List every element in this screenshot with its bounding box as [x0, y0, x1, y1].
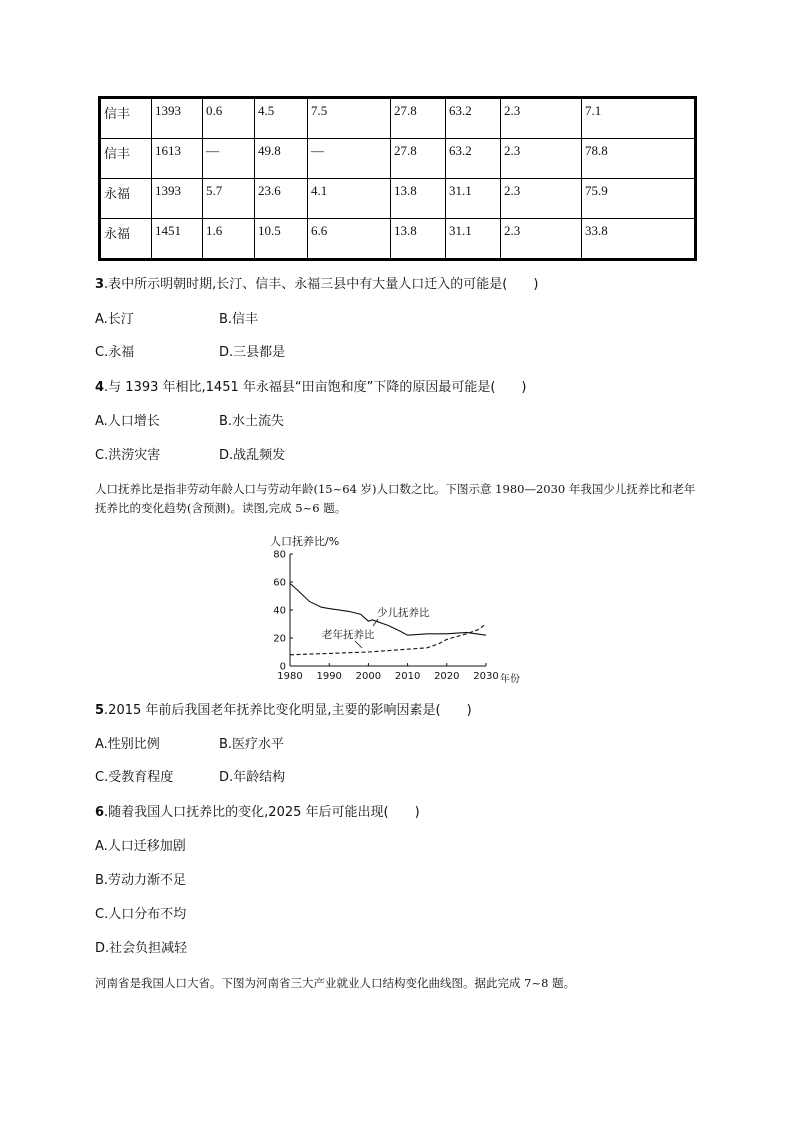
x-tick-label: 2020 [434, 671, 460, 682]
table-cell: 78.8 [582, 139, 696, 179]
y-tick-label: 0 [279, 661, 286, 673]
table-cell: 1451 [152, 219, 203, 260]
table-cell: 1.6 [203, 219, 255, 260]
table-row [100, 98, 696, 139]
table-cell: 4.1 [308, 179, 391, 219]
y-tick-label: 20 [273, 633, 286, 645]
option-c[interactable]: C.永福 [95, 345, 135, 360]
x-tick-label: 2010 [394, 671, 421, 682]
dependency-ratio-chart [262, 530, 542, 690]
table-cell: 2.3 [501, 219, 582, 260]
table-cell: 27.8 [391, 98, 446, 139]
table-cell: 13.8 [391, 179, 446, 219]
table-cell: 75.9 [582, 179, 696, 219]
table-cell: 信丰 [100, 98, 152, 139]
x-tick-label: 1980 [277, 671, 303, 682]
question-4 [95, 379, 527, 397]
x-axis-label: 年份 [500, 674, 520, 685]
option-a[interactable]: A.人口增长 [95, 414, 160, 429]
question-5 [95, 702, 472, 720]
question-text: .随着我国人口抚养比的变化,2025 年后可能出现( ) [104, 805, 420, 820]
table-cell: 5.7 [203, 179, 255, 219]
series-label-children: 少儿抚养比 [377, 607, 430, 619]
option-d[interactable]: D.战乱频发 [219, 448, 286, 463]
table-cell: 永福 [100, 179, 152, 219]
question-text: .与 1393 年相比,1451 年永福县“田亩饱和度”下降的原因最可能是( ) [104, 380, 527, 395]
y-tick-label: 60 [273, 577, 286, 589]
table-cell: 0.6 [203, 98, 255, 139]
table-row [100, 219, 696, 260]
option-d[interactable]: D.社会负担减轻 [95, 941, 188, 956]
table-cell: 1613 [152, 139, 203, 179]
table-cell: 4.5 [255, 98, 308, 139]
passage-intro-5-6: 人口抚养比是指非劳动年龄人口与劳动年龄(15~64 岁)人口数之比。下图示意 1980—2030 年我国少儿抚养比和老年抚养比的变化趋势(含预测)。读图,完成 5~6 题。 [95, 482, 696, 515]
table-cell: 1393 [152, 98, 203, 139]
table-cell: — [308, 139, 391, 179]
question-number: 5 [95, 703, 105, 718]
table-cell: 2.3 [501, 179, 582, 219]
table-cell: 23.6 [255, 179, 308, 219]
table-cell: 31.1 [446, 179, 501, 219]
y-tick-label: 80 [273, 549, 286, 561]
question-number: 6 [95, 805, 105, 820]
question-3 [95, 276, 538, 294]
series-label-elderly: 老年抚养比 [322, 629, 375, 641]
table-cell: 2.3 [501, 139, 582, 179]
question-text: .2015 年前后我国老年抚养比变化明显,主要的影响因素是( ) [104, 703, 472, 718]
table-cell: 2.3 [501, 98, 582, 139]
question-text: .表中所示明朝时期,长汀、信丰、永福三县中有大量人口迁入的可能是( ) [104, 277, 539, 292]
option-d[interactable]: D.三县都是 [219, 345, 286, 360]
table-cell: 49.8 [255, 139, 308, 179]
data-table [98, 96, 697, 261]
question-6 [95, 804, 420, 822]
option-b[interactable]: B.劳动力渐不足 [95, 873, 187, 888]
option-a[interactable]: A.性别比例 [95, 737, 160, 752]
option-d[interactable]: D.年龄结构 [219, 770, 286, 785]
table-cell: 6.6 [308, 219, 391, 260]
table-cell: 1393 [152, 179, 203, 219]
elderly-label-leader [355, 641, 362, 648]
table-row [100, 139, 696, 179]
table-cell: — [203, 139, 255, 179]
table-cell: 7.5 [308, 98, 391, 139]
table-cell: 63.2 [446, 139, 501, 179]
question-number: 3 [95, 277, 105, 292]
table-row [100, 179, 696, 219]
y-axis-label: 人口抚养比/% [270, 535, 340, 548]
option-b[interactable]: B.医疗水平 [219, 737, 285, 752]
option-a[interactable]: A.长汀 [95, 312, 134, 327]
x-tick-label: 1990 [316, 671, 342, 682]
option-b[interactable]: B.信丰 [219, 312, 259, 327]
option-c[interactable]: C.人口分布不均 [95, 907, 187, 922]
table-cell: 31.1 [446, 219, 501, 260]
table-cell: 63.2 [446, 98, 501, 139]
x-tick-label: 2030 [473, 671, 499, 682]
chart-lines [290, 583, 486, 654]
option-c[interactable]: C.受教育程度 [95, 770, 174, 785]
table-cell: 永福 [100, 219, 152, 260]
table-cell: 10.5 [255, 219, 308, 260]
option-c[interactable]: C.洪涝灾害 [95, 448, 161, 463]
table-cell: 27.8 [391, 139, 446, 179]
table-cell: 信丰 [100, 139, 152, 179]
option-a[interactable]: A.人口迁移加剧 [95, 839, 186, 854]
passage-intro-7-8: 河南省是我国人口大省。下图为河南省三大产业就业人口结构变化曲线图。据此完成 7~8 题。 [95, 976, 576, 990]
table-cell: 7.1 [582, 98, 696, 139]
option-b[interactable]: B.水土流失 [219, 414, 285, 429]
table-cell: 33.8 [582, 219, 696, 260]
question-number: 4 [95, 380, 105, 395]
table-cell: 13.8 [391, 219, 446, 260]
series-line-elderly [290, 624, 486, 655]
x-tick-label: 2000 [355, 671, 382, 682]
y-tick-label: 40 [273, 605, 286, 617]
